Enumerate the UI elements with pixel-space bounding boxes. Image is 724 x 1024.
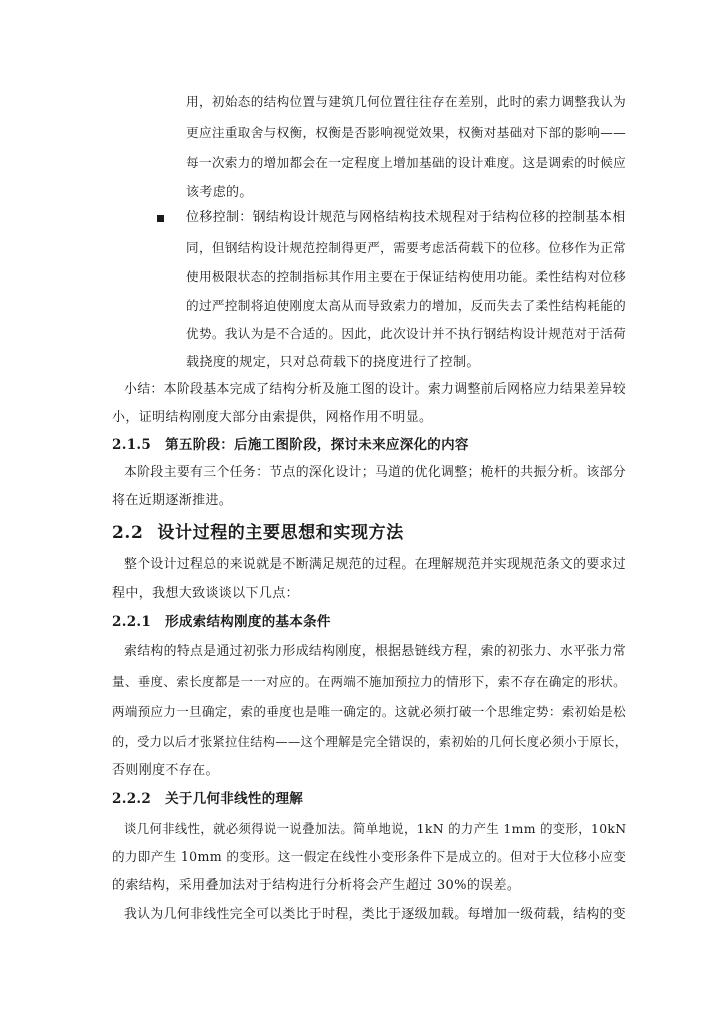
text-line: 将在近期逐渐推进。 [112,493,233,508]
square-bullet-icon [157,215,164,222]
text-line: 该考虑的。 [186,185,253,200]
section-heading-2-2-2 [112,790,303,808]
heading-text: 形成索结构刚度的基本条件 [165,614,331,630]
text-line: 两端预应力一旦确定，索的垂度也是唯一确定的。这就必须打破一个思维定势：索初始是松 [112,704,627,719]
text-line: 的索结构，采用叠加法对于结构进行分析将会产生超过 30%的误差。 [112,878,521,893]
text-line: 小，证明结构刚度大部分由索提供，网格作用不明显。 [112,410,433,425]
text-line: 更应注重取舍与权衡，权衡是否影响视觉效果，权衡对基础对下部的影响—— [186,125,627,140]
text-line: 的过严控制将迫使刚度太高从而导致索力的增加，反而失去了柔性结构耗能的 [186,298,627,313]
heading-text: 第五阶段：后施工图阶段，探讨未来应深化的内容 [165,437,469,453]
text-line: 优势。我认为是不合适的。因此，此次设计并不执行钢结构设计规范对于活荷 [186,326,627,341]
heading-number: 2.1.5 [112,437,152,453]
text-line: 的力即产生 10mm 的变形。这一假定在线性小变形条件下是成立的。但对于大位移小应变 [112,849,627,864]
text-line: 位移控制：钢结构设计规范与网格结构技术规程对于结构位移的控制基本相 [186,210,626,225]
heading-number: 2.2.1 [112,614,152,630]
text-line: 本阶段主要有三个任务：节点的深化设计；马道的优化调整；桅杆的共振分析。该部分 [124,465,626,480]
section-heading-2-2-1 [112,613,331,631]
text-line: 用，初始态的结构位置与建筑几何位置往往存在差别，此时的索力调整我认为 [186,94,627,109]
section-heading-2-2 [112,522,404,544]
text-line: 整个设计过程总的来说就是不断满足规范的过程。在理解规范并实现规范条文的要求过 [124,557,626,572]
heading-number: 2.2.2 [112,791,152,807]
text-line: 每一次索力的增加都会在一定程度上增加基础的设计难度。这是调索的时候应 [186,155,627,170]
text-line: 的，受力以后才张紧拉住结构——这个理解是完全错误的，索初始的几何长度必须小于原长， [112,735,628,749]
heading-text: 设计过程的主要思想和实现方法 [157,523,404,543]
heading-number: 2.2 [112,523,144,543]
text-line: 同，但钢结构设计规范控制得更严，需要考虑活荷载下的位移。位移作为正常 [186,240,627,255]
section-heading-2-1-5 [112,436,469,454]
text-line: 载挠度的规定，只对总荷载下的挠度进行了控制。 [186,355,480,370]
text-line: 否则刚度不存在。 [112,763,219,778]
text-line: 我认为几何非线性完全可以类比于时程，类比于逐级加载。每增加一级荷载，结构的变 [124,907,626,922]
text-line: 程中，我想大致谈谈以下几点： [112,586,299,601]
text-line: 小结：本阶段基本完成了结构分析及施工图的设计。索力调整前后网格应力结果差异较 [124,382,626,397]
text-line: 索结构的特点是通过初张力形成结构刚度，根据悬链线方程，索的初张力、水平张力常 [124,644,626,659]
text-line: 量、垂度、索长度都是一一对应的。在两端不施加预拉力的情形下，索不存在确定的形状。 [112,674,627,689]
text-line: 谈几何非线性，就必须得说一说叠加法。简单地说，1kN 的力产生 1mm 的变形，10kN [124,822,627,836]
text-line: 使用极限状态的控制指标其作用主要在于保证结构使用功能。柔性结构对位移 [186,269,627,284]
heading-text: 关于几何非线性的理解 [165,791,304,807]
